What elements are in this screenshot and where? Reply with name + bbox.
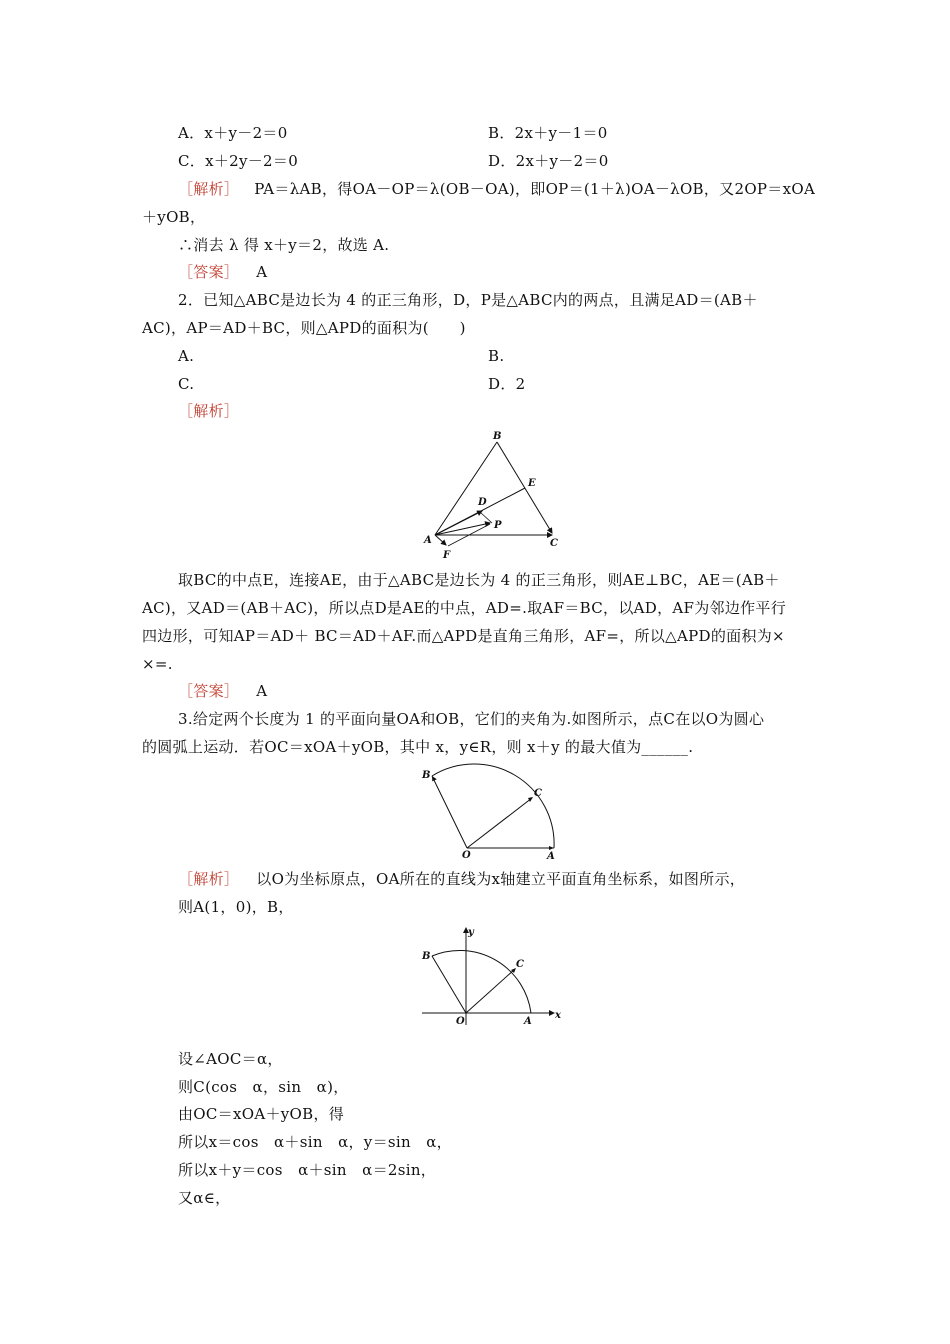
label-a: A	[547, 851, 555, 862]
q1-answer	[178, 262, 267, 282]
q1-option-a: A．x＋y－2＝0	[178, 124, 288, 142]
label-b: B	[422, 770, 431, 781]
label-o: O	[456, 1016, 465, 1027]
label-c: C	[516, 959, 524, 970]
label-c: C	[550, 538, 558, 549]
q2-triangle-figure	[418, 425, 568, 565]
label-e: E	[528, 478, 536, 489]
q1-analysis	[178, 179, 815, 199]
q2-body-line1: 取BC的中点E，连接AE，由于△ABC是边长为 4 的正三角形，则AE⊥BC，AE＝(AB＋	[178, 571, 780, 589]
q3-sector-figure	[418, 762, 568, 862]
label-d: D	[478, 497, 487, 508]
label-a: A	[424, 535, 432, 546]
q1-option-b: B．2x＋y－1＝0	[488, 124, 608, 142]
label-b: B	[493, 431, 502, 442]
q3-work-line6: 又α∈，	[178, 1189, 231, 1207]
q3-work-line2: 则C(cos α，sin α)，	[178, 1078, 349, 1096]
q1-answer-value: A	[256, 263, 268, 281]
label-b: B	[422, 951, 431, 962]
q3-work-line1: 设∠AOC＝α，	[178, 1050, 283, 1068]
q2-stem-line2: AC)，AP＝AD＋BC，则△APD的面积为( )	[142, 319, 466, 337]
q2-body-line4: ×=.	[142, 655, 173, 673]
label-a: A	[524, 1016, 532, 1027]
label-c: C	[534, 788, 542, 799]
q1-option-d: D．2x＋y－2＝0	[488, 152, 609, 170]
q3-stem-line1: 3.给定两个长度为 1 的平面向量OA和OB，它们的夹角为.如图所示，点C在以O为圆心	[178, 710, 765, 728]
answer-tag: ［答案］	[178, 263, 240, 281]
label-o: O	[462, 850, 471, 861]
q3-analysis	[178, 869, 745, 889]
analysis-tag: ［解析］	[178, 180, 240, 198]
analysis-tag: ［解析］	[178, 402, 240, 420]
q2-option-b: B.	[488, 347, 505, 365]
q1-analysis-line3: ∴消去 λ 得 x＋y＝2，故选 A.	[178, 236, 390, 254]
q2-answer	[178, 681, 267, 701]
q3-stem-line2: 的圆弧上运动．若OC＝xOA＋yOB，其中 x，y∈R，则 x＋y 的最大值为______.	[142, 738, 694, 756]
q1-analysis-line2: ＋yOB，	[142, 208, 206, 226]
q3-analysis-line1: 以O为坐标原点，OA所在的直线为x轴建立平面直角坐标系，如图所示，	[256, 870, 746, 888]
answer-tag: ［答案］	[178, 682, 240, 700]
label-p: P	[494, 520, 502, 531]
label-f: F	[443, 550, 451, 561]
q1-analysis-line1: PA＝λAB，得OA－OP＝λ(OB－OA)，即OP＝(1＋λ)OA－λOB，又2OP＝xOA	[254, 180, 816, 198]
q1-option-c: C．x＋2y－2＝0	[178, 152, 299, 170]
q2-analysis-tag	[178, 401, 239, 421]
label-y: y	[468, 927, 474, 938]
label-x: x	[555, 1010, 561, 1021]
q3-work-line5: 所以x＋y＝cos α＋sin α＝2sin，	[178, 1161, 437, 1179]
q3-analysis-line2: 则A(1，0)，B，	[178, 898, 294, 916]
q2-answer-value: A	[256, 682, 268, 700]
q3-work-line4: 所以x＝cos α＋sin α，y＝sin α，	[178, 1133, 452, 1151]
q2-option-a: A.	[178, 347, 195, 365]
q2-option-c: C.	[178, 375, 195, 393]
q2-stem-line1: 2．已知△ABC是边长为 4 的正三角形，D，P是△ABC内的两点，且满足AD＝(AB＋	[178, 291, 758, 309]
analysis-tag: ［解析］	[178, 870, 240, 888]
q2-body-line3: 四边形，可知AP＝AD＋ BC＝AD＋AF.而△APD是直角三角形，AF=，所以△APD的面积为×	[142, 627, 785, 645]
q2-option-d: D．2	[488, 375, 526, 393]
q3-coordinate-figure	[418, 925, 568, 1030]
q2-body-line2: AC)，又AD＝(AB＋AC)，所以点D是AE的中点，AD=.取AF＝BC，以AD，AF为邻边作平行	[142, 599, 787, 617]
q3-work-line3: 由OC＝xOA＋yOB，得	[178, 1105, 345, 1123]
